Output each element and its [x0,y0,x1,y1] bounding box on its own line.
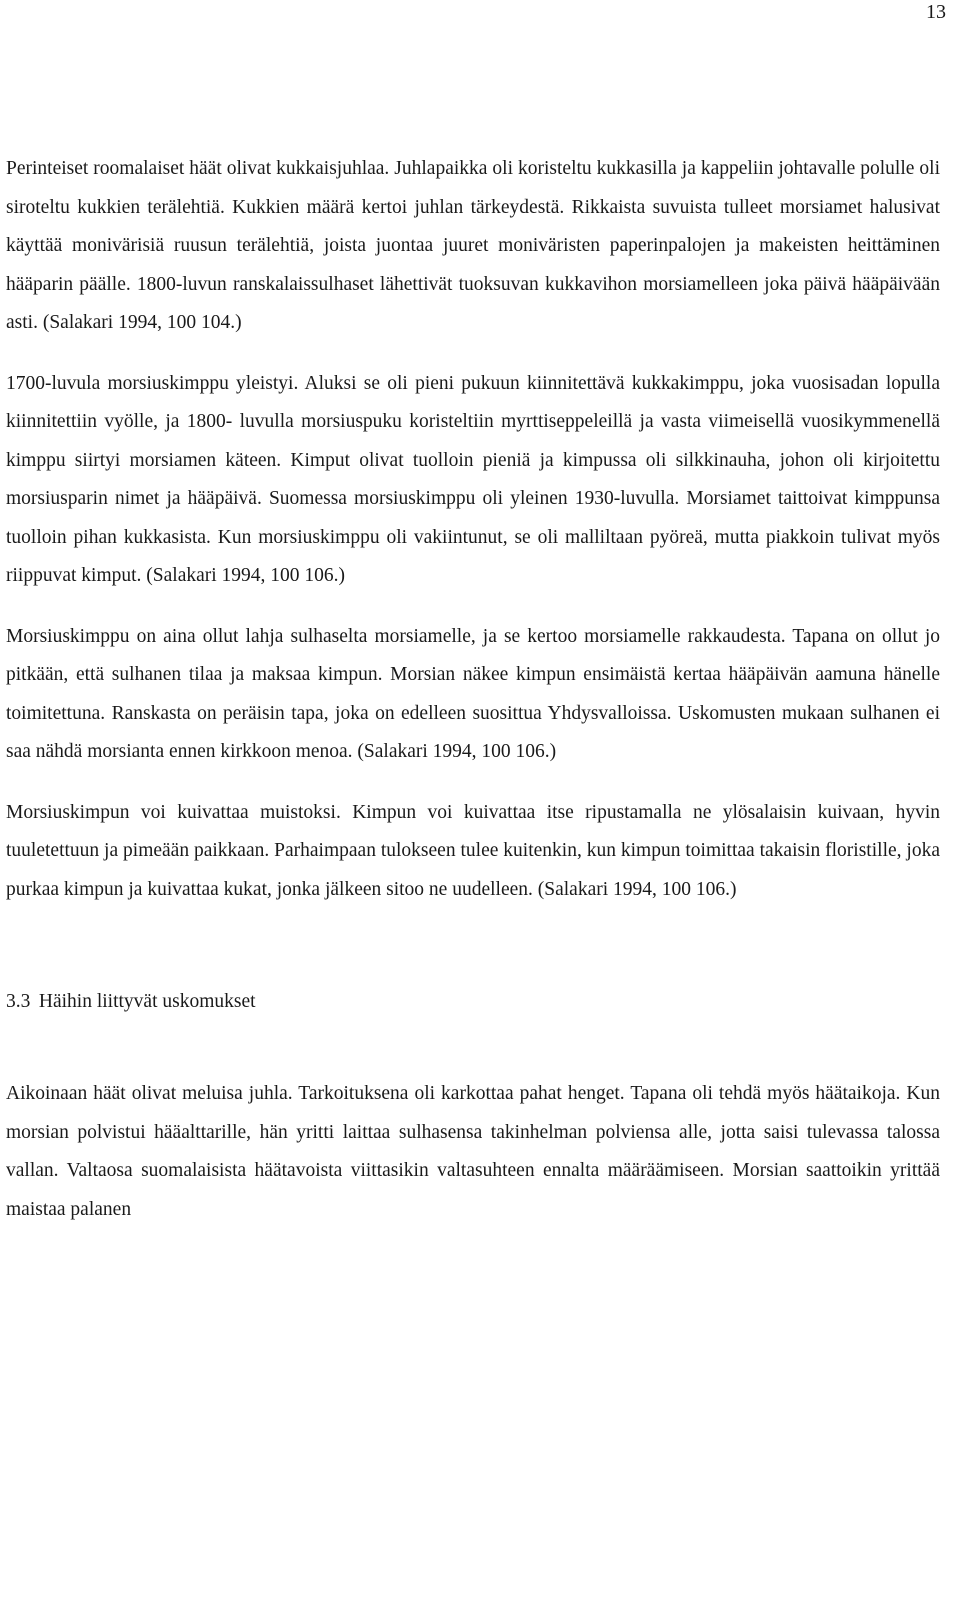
section-number: 3.3 [6,991,31,1012]
document-body [6,150,940,1229]
paragraph-wedding-beliefs: Aikoinaan häät olivat meluisa juhla. Tarkoituksena oli karkottaa pahat henget. Tapana oli tehdä myös häätaikoja. Kun morsian polvistui hääalttarille, hän yritti laittaa sulhasensa takinhelman polviensa alle, jotta saisi tulevassa talossa vallan. Valtaosa suomalaisista häätavoista viittasikin valtasuhteen ennalta määräämiseen. Morsian saattoikin yrittää maistaa palanen [6,1083,940,1220]
page-number: 13 [926,1,946,23]
paragraph-roman-weddings: Perinteiset roomalaiset häät olivat kukkaisjuhlaa. Juhlapaikka oli koristeltu kukkasilla ja kappeliin johtavalle polulle oli siroteltu kukkien terälehtiä. Kukkien määrä kertoi juhlan tärkeydestä. Rikkaista suvuista tulleet morsiamet halusivat käyttää monivärisiä ruusun terälehtiä, joista juontaa juuret moniväristen paperinpalojen ja makeisten heittäminen hääparin päälle. 1800-luvun ranskalaissulhaset lähettivät tuoksuvan kukkavihon morsiamelleen joka päivä hääpäivään asti. (Salakari 1994, 100 104.) [6,158,940,333]
section-heading [6,983,940,1021]
paragraph-bouquet-drying: Morsiuskimpun voi kuivattaa muistoksi. Kimpun voi kuivattaa itse ripustamalla ne ylösalaisin kuivaan, hyvin tuuletettuun ja pimeään paikkaan. Parhaimpaan tulokseen tulee kuitenkin, kun kimpun toimittaa takaisin floristille, joka purkaa kimpun ja kuivattaa kukat, jonka jälkeen sitoo ne uudelleen. (Salakari 1994, 100 106.) [6,801,940,900]
paragraph-bouquet-gift: Morsiuskimppu on aina ollut lahja sulhaselta morsiamelle, ja se kertoo morsiamelle rakkaudesta. Tapana on ollut jo pitkään, että sulhanen tilaa ja maksaa kimpun. Morsian näkee kimpun ensimäistä kertaa hääpäivän aamuna hänelle toimitettuna. Ranskasta on peräisin tapa, joka on edelleen suosittua Yhdysvalloissa. Uskomusten mukaan sulhanen ei saa nähdä morsianta ennen kirkkoon menoa. (Salakari 1994, 100 106.) [6,625,940,762]
paragraph-bridal-bouquet-history: 1700-luvula morsiuskimppu yleistyi. Aluksi se oli pieni pukuun kiinnitettävä kukkakimppu, joka vuosisadan lopulla kiinnitettiin vyölle, ja 1800- luvulla morsiuspuku koristeltiin myrttiseppeleillä ja vasta viimeisellä vuosikymmenellä kimppu siirtyi morsiamen käteen. Kimput olivat tuolloin pieniä ja kimpussa oli silkkinauha, johon oli kirjoitettu morsiusparin nimet ja hääpäivä. Suomessa morsiuskimppu oli yleinen 1930-luvulla. Morsiamet taittoivat kimppunsa tuolloin pihan kukkasista. Kun morsiuskimppu oli vakiintunut, se oli malliltaan pyöreä, mutta piakkoin tulivat myös riippuvat kimput. (Salakari 1994, 100 106.) [6,372,940,586]
section-title: Häihin liittyvät uskomukset [38,991,256,1012]
